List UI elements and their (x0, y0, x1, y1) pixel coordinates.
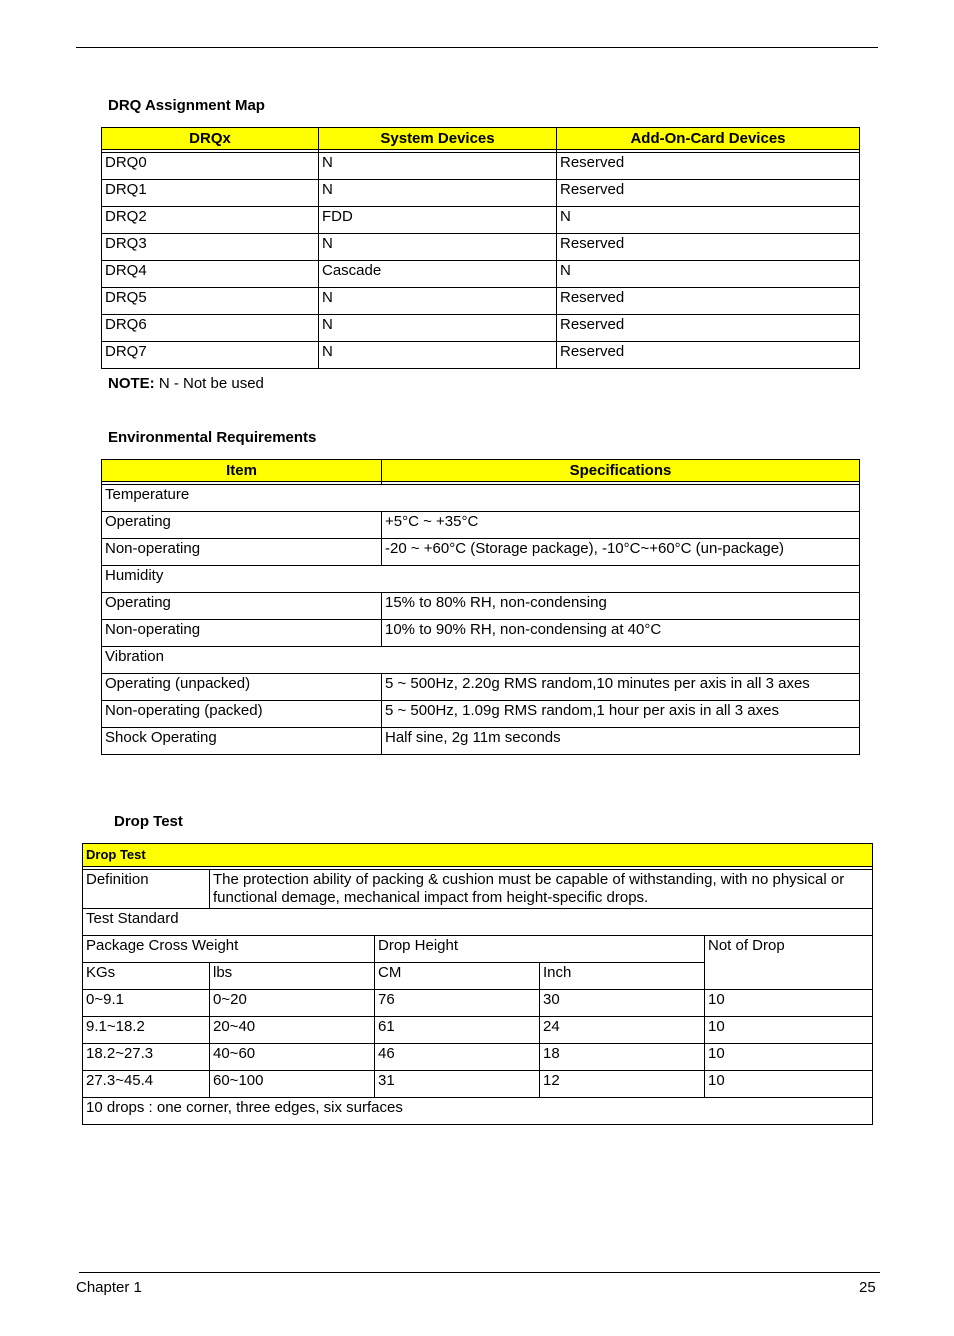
table-row (102, 234, 860, 261)
env-header-item: Item (102, 460, 382, 482)
env-category-cell: Temperature (102, 485, 860, 512)
inch-cell: 24 (540, 1017, 705, 1044)
env-header-specifications: Specifications (382, 460, 860, 482)
env-section-title: Environmental Requirements (108, 429, 317, 446)
drq-cell: DRQ7 (102, 342, 319, 369)
cm-cell: 61 (375, 1017, 540, 1044)
drop-section-title: Drop Test (114, 813, 183, 830)
footer-page-number: 25 (859, 1279, 876, 1296)
addon-device-cell: Reserved (557, 180, 860, 207)
table-row (102, 153, 860, 180)
drq-cell: DRQ5 (102, 288, 319, 315)
table-row (102, 342, 860, 369)
drq-cell: DRQ0 (102, 153, 319, 180)
table-row (102, 620, 860, 647)
drop-table-header: Drop Test (83, 844, 873, 867)
kgs-header: KGs (83, 963, 210, 990)
drq-cell: DRQ6 (102, 315, 319, 342)
addon-device-cell: Reserved (557, 153, 860, 180)
table-row (102, 593, 860, 620)
footer-rule (79, 1272, 880, 1273)
lbs-cell: 60~100 (210, 1071, 375, 1098)
top-rule (76, 47, 878, 48)
table-row (83, 1098, 873, 1125)
lbs-cell: 40~60 (210, 1044, 375, 1071)
system-device-cell: N (319, 180, 557, 207)
inch-header: Inch (540, 963, 705, 990)
system-device-cell: N (319, 342, 557, 369)
env-item-cell: Operating (102, 512, 382, 539)
kgs-cell: 0~9.1 (83, 990, 210, 1017)
env-item-cell: Non-operating (packed) (102, 701, 382, 728)
package-weight-header: Package Cross Weight (83, 936, 375, 963)
drop-height-header: Drop Height (375, 936, 705, 963)
cm-cell: 31 (375, 1071, 540, 1098)
addon-device-cell: N (557, 207, 860, 234)
drop-footer-note: 10 drops : one corner, three edges, six surfaces (83, 1098, 873, 1125)
table-row (83, 1044, 873, 1071)
table-row (83, 1017, 873, 1044)
lbs-cell: 20~40 (210, 1017, 375, 1044)
drop-count-cell: 10 (705, 1044, 873, 1071)
table-row (83, 990, 873, 1017)
footer-chapter: Chapter 1 (76, 1279, 142, 1296)
drop-count-cell: 10 (705, 1071, 873, 1098)
drq-cell: DRQ1 (102, 180, 319, 207)
table-row (102, 566, 860, 593)
table-row (102, 288, 860, 315)
table-row (102, 261, 860, 288)
system-device-cell: N (319, 153, 557, 180)
env-spec-cell: +5°C ~ +35°C (382, 512, 860, 539)
drq-table (101, 127, 860, 369)
env-item-cell: Non-operating (102, 539, 382, 566)
table-row (102, 207, 860, 234)
drq-cell: DRQ4 (102, 261, 319, 288)
table-row (102, 180, 860, 207)
addon-device-cell: Reserved (557, 315, 860, 342)
drq-header-system-devices: System Devices (319, 128, 557, 150)
note-text: N - Not be used (154, 375, 264, 392)
table-row (102, 485, 860, 512)
environment-table (101, 459, 860, 755)
system-device-cell: FDD (319, 207, 557, 234)
drq-header-drqx: DRQx (102, 128, 319, 150)
note-label: NOTE: (108, 375, 155, 392)
table-row (102, 512, 860, 539)
test-standard-label: Test Standard (83, 909, 873, 936)
env-spec-cell: 15% to 80% RH, non-condensing (382, 593, 860, 620)
env-spec-cell: 5 ~ 500Hz, 1.09g RMS random,1 hour per axis in all 3 axes (382, 701, 860, 728)
inch-cell: 18 (540, 1044, 705, 1071)
table-row (102, 674, 860, 701)
system-device-cell: Cascade (319, 261, 557, 288)
table-row (102, 728, 860, 755)
system-device-cell: N (319, 234, 557, 261)
addon-device-cell: Reserved (557, 234, 860, 261)
table-row (83, 936, 873, 963)
drq-header-addon-devices: Add-On-Card Devices (557, 128, 860, 150)
kgs-cell: 9.1~18.2 (83, 1017, 210, 1044)
system-device-cell: N (319, 288, 557, 315)
table-row (83, 870, 873, 909)
table-row (102, 315, 860, 342)
env-spec-cell: -20 ~ +60°C (Storage package), -10°C~+60°C (un-package) (382, 539, 860, 566)
env-item-cell: Operating (unpacked) (102, 674, 382, 701)
env-item-cell: Non-operating (102, 620, 382, 647)
env-item-cell: Shock Operating (102, 728, 382, 755)
inch-cell: 30 (540, 990, 705, 1017)
drq-section-title: DRQ Assignment Map (108, 97, 265, 114)
system-device-cell: N (319, 315, 557, 342)
table-row (83, 1071, 873, 1098)
lbs-header: lbs (210, 963, 375, 990)
drq-note (108, 375, 264, 393)
drop-test-table (82, 843, 873, 1125)
env-category-cell: Vibration (102, 647, 860, 674)
kgs-cell: 18.2~27.3 (83, 1044, 210, 1071)
env-spec-cell: 5 ~ 500Hz, 2.20g RMS random,10 minutes per axis in all 3 axes (382, 674, 860, 701)
table-row (102, 647, 860, 674)
inch-cell: 12 (540, 1071, 705, 1098)
cm-cell: 76 (375, 990, 540, 1017)
env-category-cell: Humidity (102, 566, 860, 593)
lbs-cell: 0~20 (210, 990, 375, 1017)
addon-device-cell: Reserved (557, 342, 860, 369)
kgs-cell: 27.3~45.4 (83, 1071, 210, 1098)
drop-count-header: Not of Drop (705, 936, 873, 990)
drq-cell: DRQ2 (102, 207, 319, 234)
definition-label: Definition (83, 870, 210, 909)
env-item-cell: Operating (102, 593, 382, 620)
env-spec-cell: 10% to 90% RH, non-condensing at 40°C (382, 620, 860, 647)
addon-device-cell: N (557, 261, 860, 288)
drop-count-cell: 10 (705, 990, 873, 1017)
table-row (102, 539, 860, 566)
table-row (102, 701, 860, 728)
env-spec-cell: Half sine, 2g 11m seconds (382, 728, 860, 755)
drq-cell: DRQ3 (102, 234, 319, 261)
definition-text: The protection ability of packing & cushion must be capable of withstanding, with no physical or functional demage, mechanical impact from height-specific drops. (210, 870, 873, 909)
cm-header: CM (375, 963, 540, 990)
drop-count-cell: 10 (705, 1017, 873, 1044)
cm-cell: 46 (375, 1044, 540, 1071)
table-row (83, 909, 873, 936)
addon-device-cell: Reserved (557, 288, 860, 315)
